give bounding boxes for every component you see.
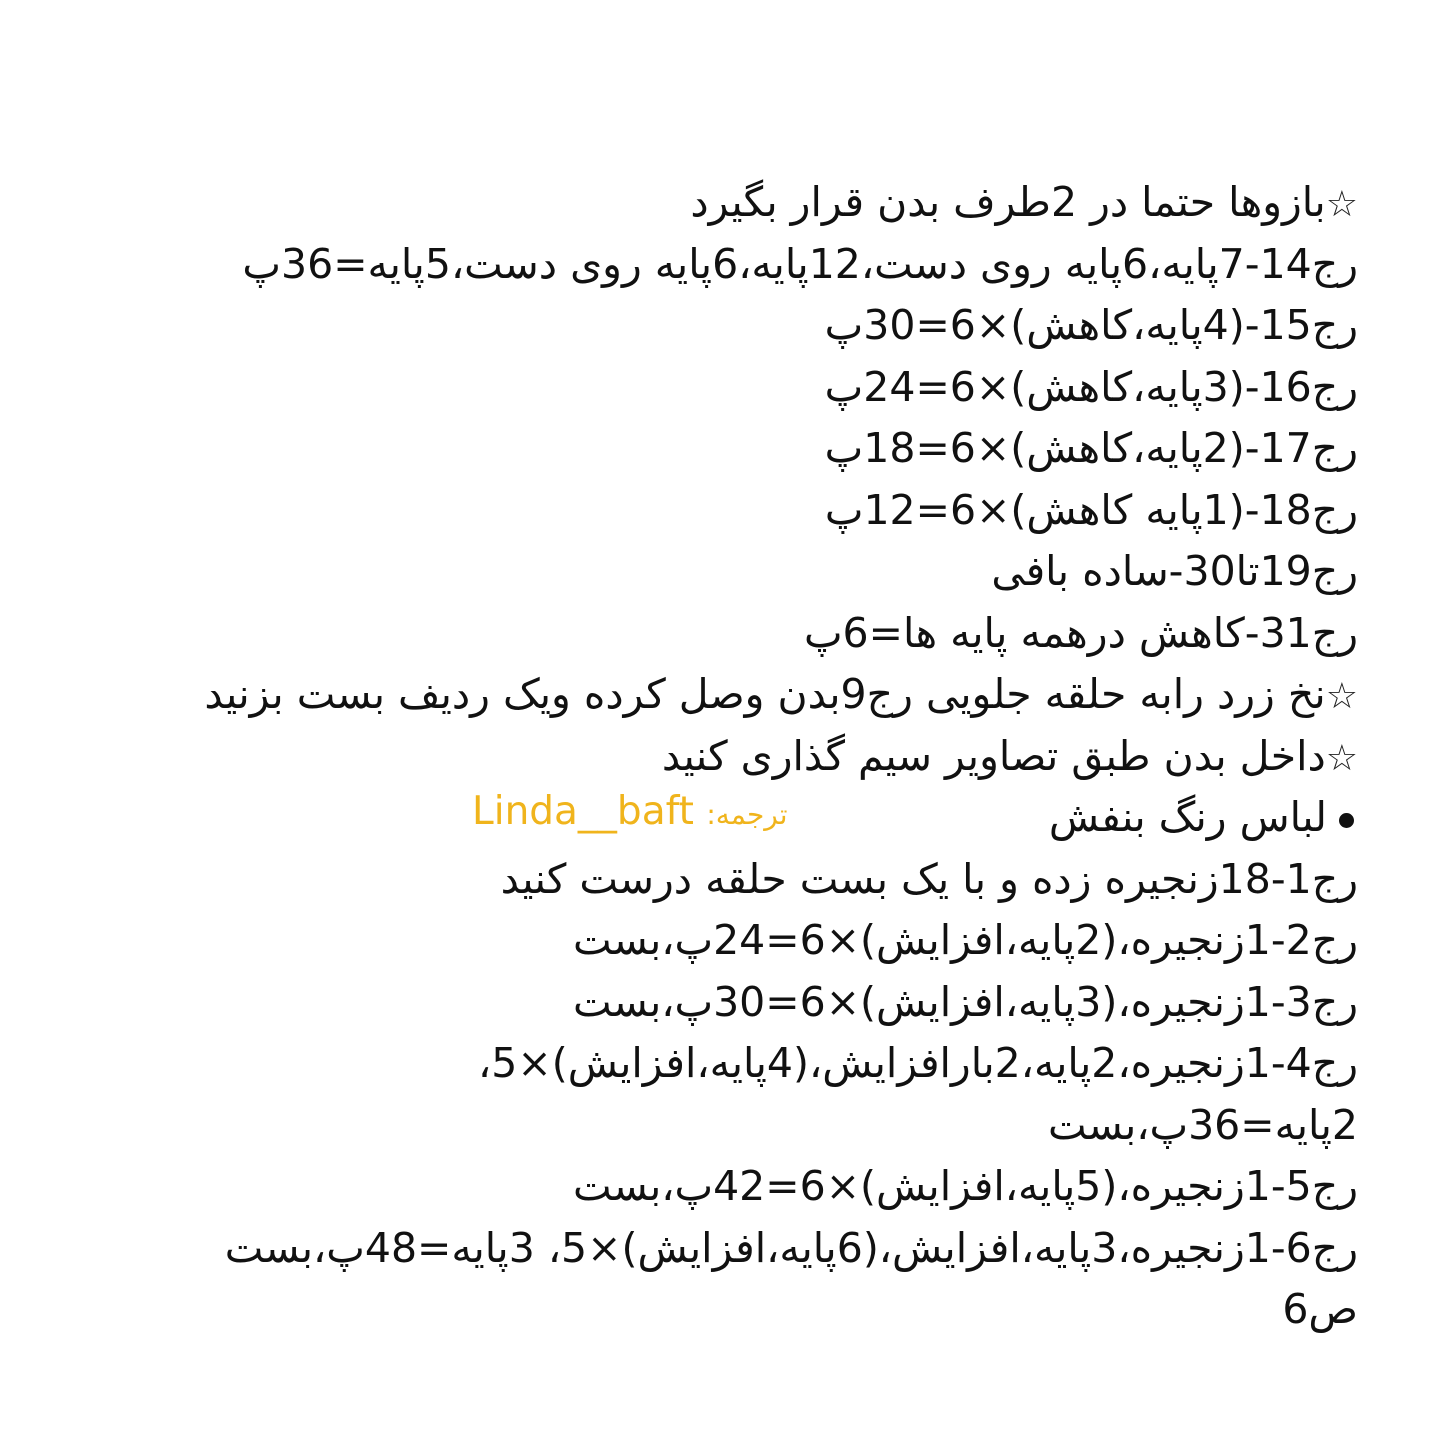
star-icon: ☆ — [1325, 676, 1358, 717]
row-18: رج18-(1پایه کاهش)×6=12پ — [824, 485, 1358, 534]
bullet-dot-icon — [1339, 813, 1354, 828]
note-yellow-yarn: ☆نخ زرد رابه حلقه جلویی رج9بدن وصل کرده ویک ردیف بست بزنید — [204, 670, 1358, 718]
translator-credit — [472, 781, 788, 846]
dress-row-1: رج1-18زنجیره زده و با یک بست حلقه درست کنید — [500, 854, 1358, 903]
row-15: رج15-(4پایه،کاهش)×6=30پ — [824, 301, 1358, 349]
dress-row-4-cont: 2پایه=36پ،بست — [1048, 1100, 1358, 1149]
dress-row-6: رج6-1زنجیره،3پایه،افزایش،(6پایه،افزایش)×5، 3پایه=48پ،بست — [224, 1223, 1358, 1272]
page-number: ص6 — [1282, 1285, 1358, 1333]
row-19-30: رج19تا30-ساده بافی — [991, 547, 1358, 595]
dress-row-3: رج3-1زنجیره،(3پایه،افزایش)×6=30پ،بست — [572, 977, 1358, 1026]
credit-label: ترجمه: — [706, 798, 788, 831]
pattern-document — [58, 172, 1358, 1341]
row-16: رج16-(3پایه،کاهش)×6=24پ — [824, 362, 1358, 411]
section-heading-dress: لباس رنگ بنفش ترجمه: Linda__baft — [58, 787, 1358, 849]
note-wiring: ☆داخل بدن طبق تصاویر سیم گذاری کنید — [661, 731, 1358, 780]
row-14: رج14-7پایه،6پایه روی دست،12پایه،6پایه روی دست،5پایه=36پ — [242, 239, 1358, 288]
row-17: رج17-(2پایه،کاهش)×6=18پ — [824, 424, 1358, 472]
credit-name: Linda__baft — [472, 789, 694, 834]
row-31: رج31-کاهش درهمه پایه ها=6پ — [803, 608, 1358, 657]
star-icon: ☆ — [1325, 737, 1358, 779]
star-icon: ☆ — [1325, 184, 1358, 225]
dress-row-2: رج2-1زنجیره،(2پایه،افزایش)×6=24پ،بست — [572, 916, 1358, 964]
dress-row-4: رج4-1زنجیره،2پایه،2بارافزایش،(4پایه،افزایش)×5، — [478, 1039, 1358, 1087]
note-arms-placement: ☆بازوها حتما در 2طرف بدن قرار بگیرد — [690, 178, 1358, 226]
dress-row-5: رج5-1زنجیره،(5پایه،افزایش)×6=42پ،بست — [572, 1162, 1358, 1210]
